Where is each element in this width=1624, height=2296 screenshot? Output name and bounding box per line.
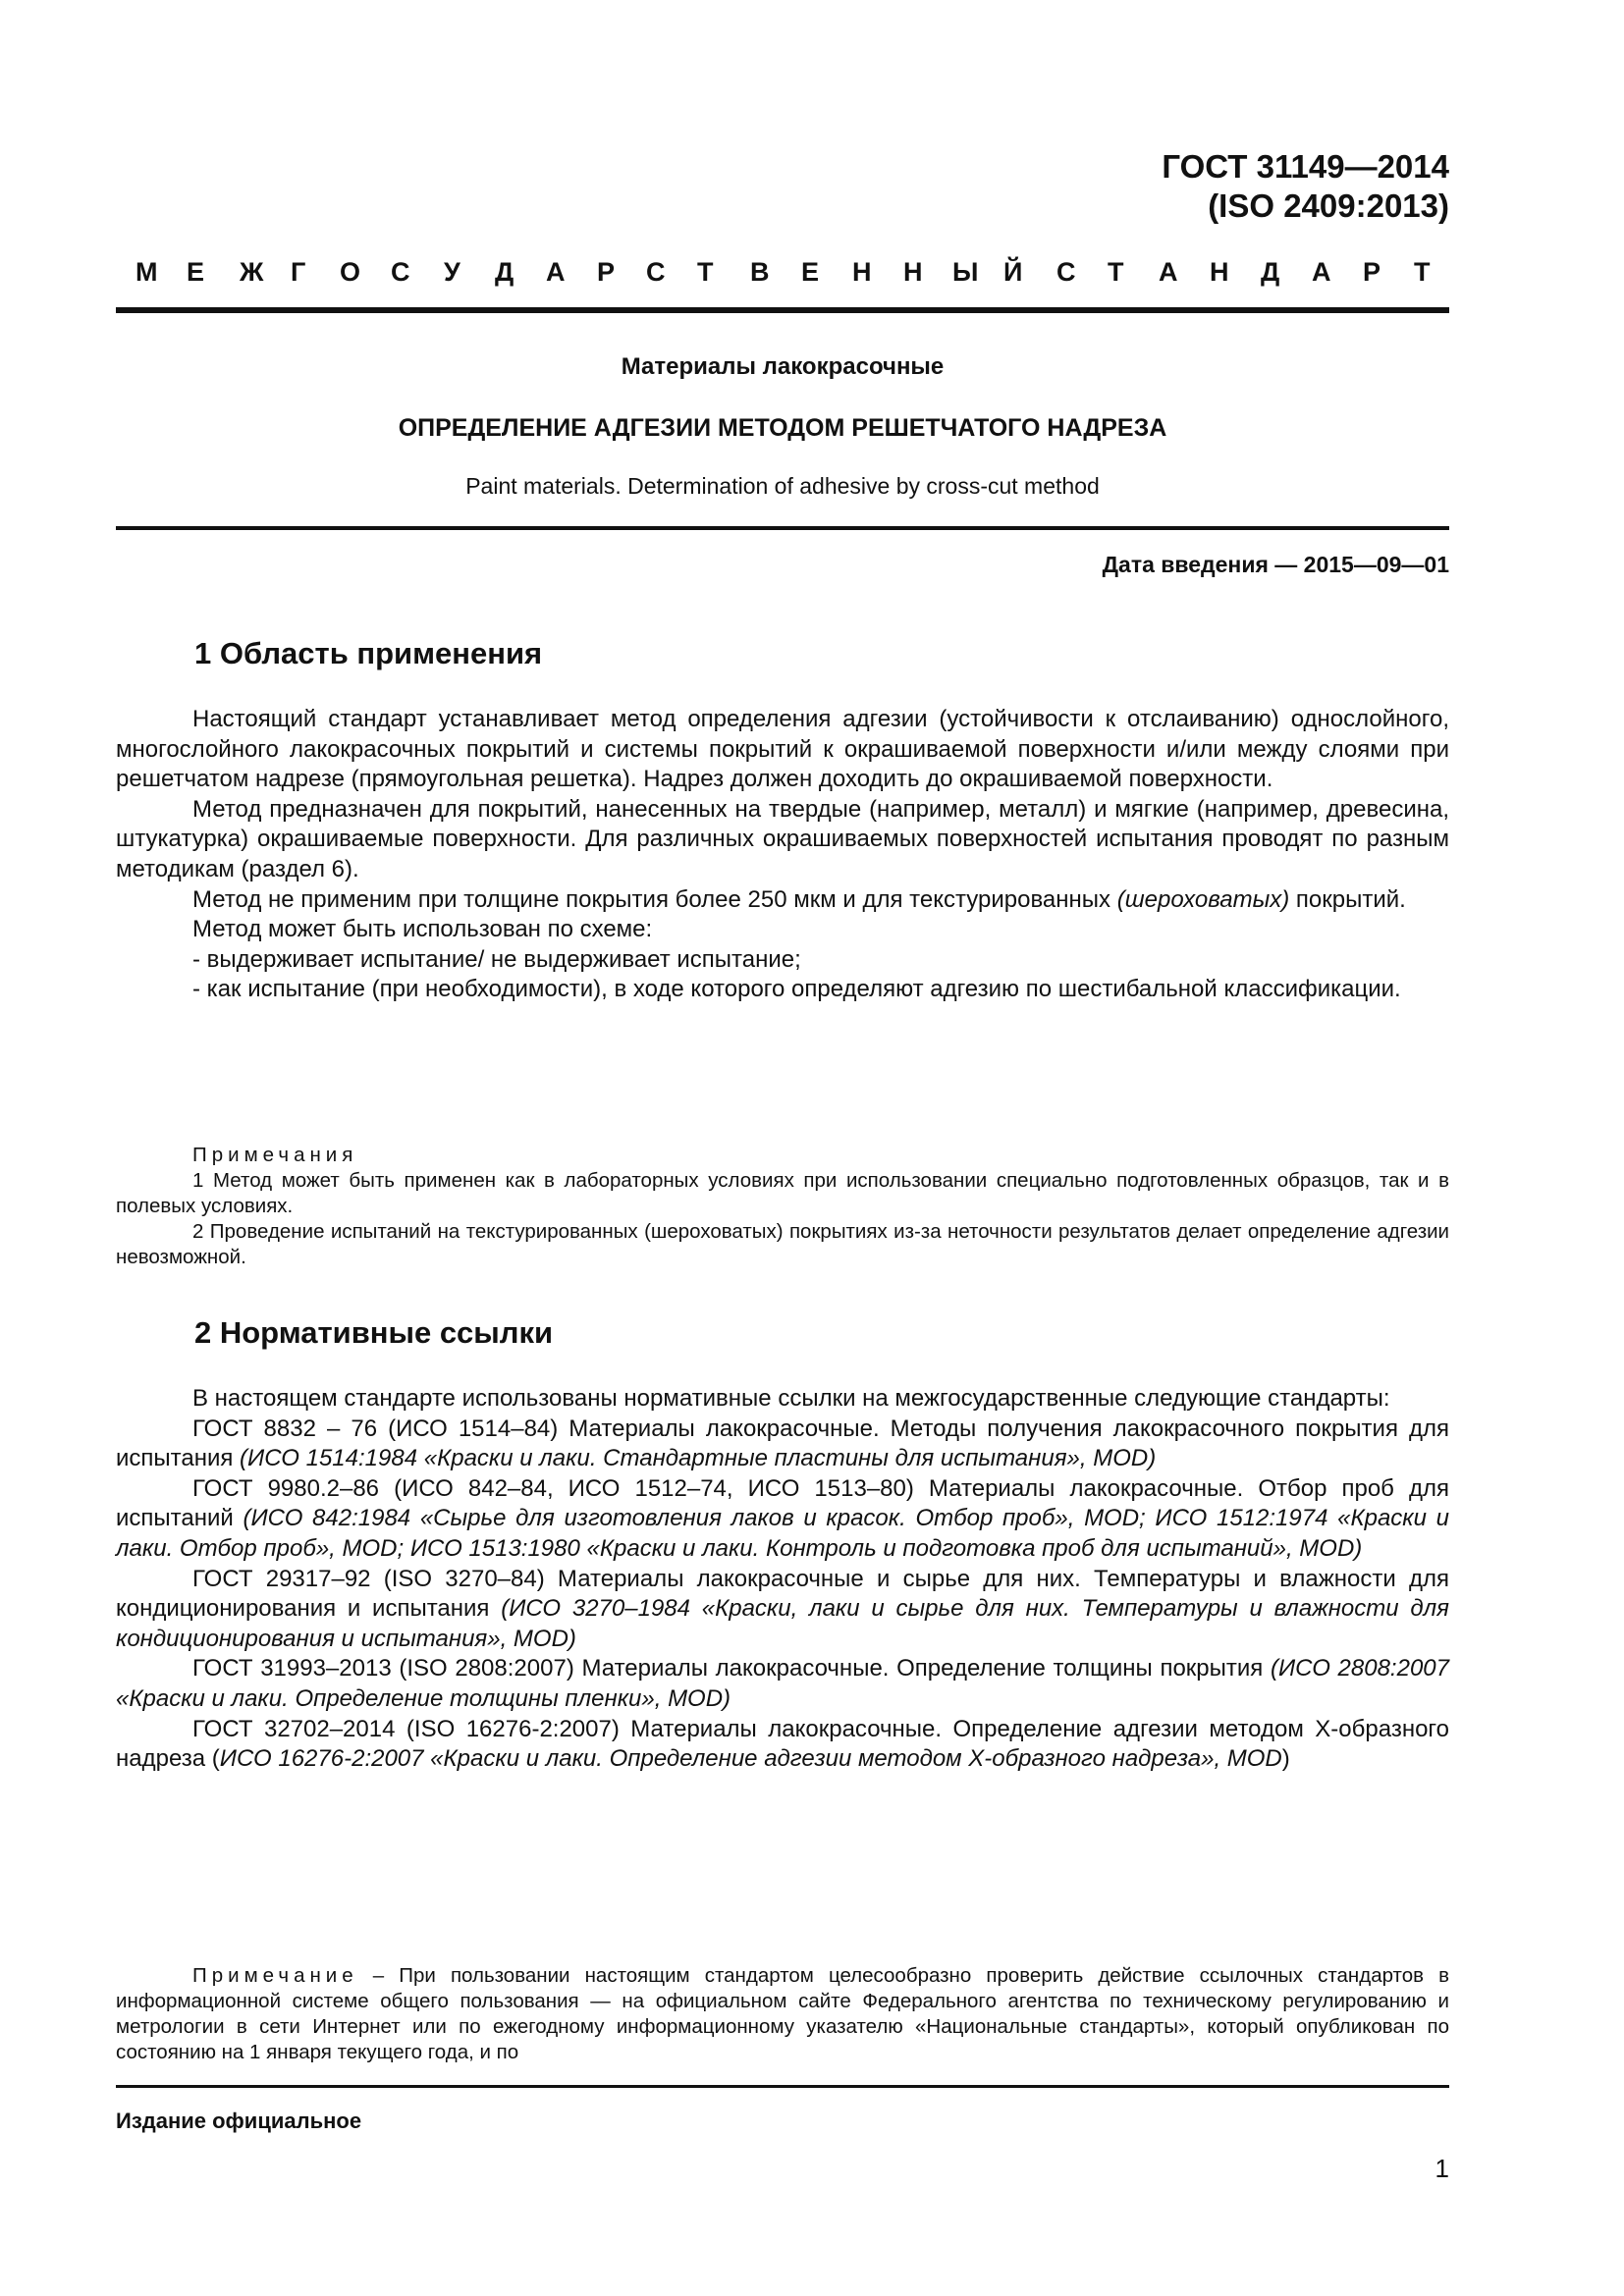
italic-span: (ИСО 2808:2007 «Краски и лаки. Определение толщины пленки», MOD) xyxy=(116,1655,1449,1712)
banner-letter: Й xyxy=(1003,257,1023,287)
footer-rule xyxy=(116,2085,1449,2088)
banner-letter: С xyxy=(1056,257,1076,287)
banner-letter: О xyxy=(340,257,361,287)
document-designation xyxy=(1162,147,1449,226)
banner-letter: М xyxy=(135,257,158,287)
header-rule xyxy=(116,307,1449,313)
paragraph: В настоящем стандарте использованы нормативные ссылки на межгосударственные следующие стандарты: xyxy=(192,1385,1390,1412)
reference-item xyxy=(116,1715,1449,1775)
text-span: ГОСТ 9980.2–86 (ИСО 842–84, ИСО 1512–74, ИСО 1513–80) Материалы лакокрасочные. Отбор проб для испытаний xyxy=(116,1474,1449,1532)
note-label: Примечание xyxy=(192,1964,358,1987)
note-item: 2 Проведение испытаний на текстурированных (шероховатых) покрытиях из-за неточности результатов делает определение адгезии невозможной. xyxy=(116,1220,1449,1268)
banner-letter: Г xyxy=(291,257,306,287)
section-2-heading: 2 Нормативные ссылки xyxy=(194,1315,554,1350)
text-span: ) xyxy=(1281,1745,1290,1773)
banner-letter: А xyxy=(546,257,566,287)
title-line-1: Материалы лакокрасочные xyxy=(621,353,945,380)
text-span: Метод не применим при толщине покрытия более 250 мкм и для текстурированных xyxy=(192,885,1117,913)
note-text: – При пользовании настоящим стандартом целесообразно проверить действие ссылочных стандартов в информационной системе общего пользования — на официальном сайте Федерального агентства по техническому регулированию и метрологии в сети Интернет или по ежегодному информационному указателю «Национальные стандарты», который опубликован по состоянию на 1 января текущего года, и по xyxy=(116,1964,1449,2063)
italic-span: (ИСО 1514:1984 «Краски и лаки. Стандартные пластины для испытания», MOD) xyxy=(240,1445,1157,1472)
text-span: ГОСТ 31993–2013 (ISO 2808:2007) Материалы лакокрасочные. Определение толщины покрытия xyxy=(192,1655,1271,1682)
banner-letter: С xyxy=(646,257,666,287)
text-span: ГОСТ 8832 – 76 (ИСО 1514–84) Материалы лакокрасочные. Методы получения лакокрасочного покрытия для испытания xyxy=(116,1415,1449,1472)
text-span: ГОСТ 32702–2014 (ISO 16276-2:2007) Материалы лакокрасочные. Определение адгезии методом Х-образного надреза ( xyxy=(116,1715,1449,1773)
banner-letter: Н xyxy=(1210,257,1229,287)
italic-span: (ИСО 3270–1984 «Краски, лаки и сырье для них. Температуры и влажности для кондиционирования и испытания», MOD) xyxy=(116,1595,1449,1652)
banner-letter: Д xyxy=(495,257,514,287)
banner-letter: Н xyxy=(852,257,872,287)
banner-letter: Т xyxy=(1108,257,1124,287)
official-edition-label: Издание официальное xyxy=(116,2109,362,2133)
banner-letter: В xyxy=(750,257,770,287)
paragraph: - как испытание (при необходимости), в ходе которого определяют адгезию по шестибальной классификации. xyxy=(192,976,1401,1003)
title-line-english: Paint materials. Determination of adhesive by cross-cut method xyxy=(465,473,1100,499)
italic-span: ИСО 16276-2:2007 «Краски и лаки. Определение адгезии методом Х-образного надреза», MOD xyxy=(219,1745,1282,1773)
italic-span: (ИСО 842:1984 «Сырье для изготовления лаков и красок. Отбор проб», MOD; ИСО 1512:1974 «Краски и лаки. Отбор проб», MOD; ИСО 1513:1980 «Краски и лаки. Контроль и подготовка проб для испытаний», MOD) xyxy=(116,1505,1449,1562)
paragraph: Метод может быть использован по схеме: xyxy=(192,916,653,943)
banner-letter: Н xyxy=(903,257,923,287)
banner-letter: А xyxy=(1159,257,1178,287)
section-1-notes xyxy=(116,1143,1449,1270)
title-line-2: ОПРЕДЕЛЕНИЕ АДГЕЗИИ МЕТОДОМ РЕШЕТЧАТОГО НАДРЕЗА xyxy=(398,414,1167,442)
note-item: 1 Метод может быть применен как в лабораторных условиях при использовании специально подготовленных образцов, так и в полевых условиях. xyxy=(116,1169,1449,1217)
section-1-body xyxy=(116,705,1449,1005)
banner-letter: С xyxy=(391,257,410,287)
banner-letter: Р xyxy=(1363,257,1381,287)
reference-item xyxy=(116,1654,1449,1714)
paragraph: Метод предназначен для покрытий, нанесенных на твердые (например, металл) и мягкие (например, древесина, штукатурка) окрашиваемые поверхности. Для различных окрашиваемых поверхностей испытания проводят по разным методикам (раздел 6). xyxy=(116,795,1449,882)
iso-number: (ISO 2409:2013) xyxy=(1208,187,1449,224)
page-number: 1 xyxy=(1435,2154,1449,2183)
banner-letter: Р xyxy=(597,257,616,287)
introduction-date: Дата введения — 2015—09—01 xyxy=(1102,552,1449,577)
section-2-note xyxy=(116,1963,1449,2065)
text-span: ГОСТ 29317–92 (ISO 3270–84) Материалы лакокрасочные и сырье для них. Температуры и влажности для кондиционирования и испытания xyxy=(116,1565,1449,1623)
section-2-body xyxy=(116,1384,1449,1775)
paragraph: Настоящий стандарт устанавливает метод определения адгезии (устойчивости к отслаиванию) однослойного, многослойного лакокрасочных покрытий и системы покрытий к окрашиваемой поверхности и/или между слоями при решетчатом надрезе (прямоугольная решетка). Надрез должен доходить до окрашиваемой поверхности. xyxy=(116,706,1449,793)
banner-letter: Т xyxy=(697,257,714,287)
gost-number: ГОСТ 31149—2014 xyxy=(1162,148,1449,185)
banner-letter: У xyxy=(444,257,460,287)
notes-label: Примечания xyxy=(192,1144,358,1166)
banner-letter: Т xyxy=(1414,257,1431,287)
reference-item xyxy=(116,1415,1449,1474)
section-1-heading: 1 Область применения xyxy=(194,636,543,670)
banner-letter: Е xyxy=(801,257,820,287)
banner-letter: Д xyxy=(1261,257,1280,287)
reference-item xyxy=(116,1565,1449,1655)
italic-span: (шероховатых) xyxy=(1116,885,1290,913)
title-rule xyxy=(116,526,1449,530)
text-span: покрытий. xyxy=(1289,885,1406,913)
banner-letter: А xyxy=(1312,257,1331,287)
banner-letter: Ж xyxy=(240,257,264,287)
note-item xyxy=(116,1963,1449,2065)
reference-item xyxy=(116,1474,1449,1565)
banner-letter: Е xyxy=(187,257,205,287)
paragraph xyxy=(116,885,1449,916)
banner-letter: Ы xyxy=(952,257,979,287)
paragraph: - выдерживает испытание/ не выдерживает испытание; xyxy=(192,945,801,973)
